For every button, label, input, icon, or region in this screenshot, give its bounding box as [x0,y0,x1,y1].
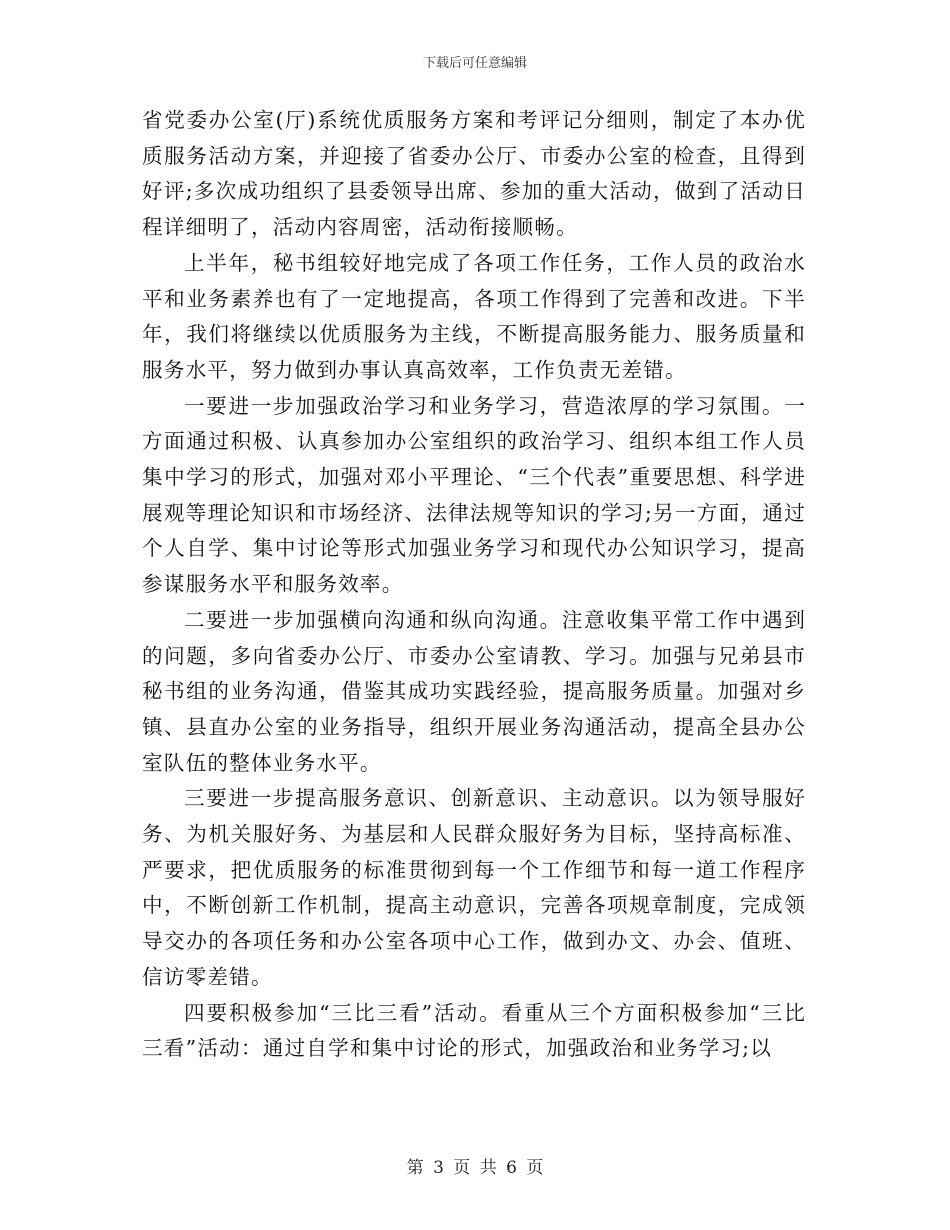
paragraph-half-year-summary: 上半年，秘书组较好地完成了各项工作任务，工作人员的政治水平和业务素养也有了一定地提高，各项工作得到了完善和改进。下半年，我们将继续以优质服务为主线，不断提高服务能力、服务质量和服务水平，努力做到办事认真高效率，工作负责无差错。 [142,250,806,382]
paragraph-point-two: 二要进一步加强横向沟通和纵向沟通。注意收集平常工作中遇到的问题，多向省委办公厅、市委办公室请教、学习。加强与兄弟县市秘书组的业务沟通，借鉴其成功实践经验，提高服务质量。加强对乡镇、县直办公室的业务指导，组织开展业务沟通活动，提高全县办公室队伍的整体业务水平。 [142,607,806,775]
paragraph-point-three: 三要进一步提高服务意识、创新意识、主动意识。以为领导服好务、为机关服好务、为基层和人民群众服好务为目标，坚持高标准、严要求，把优质服务的标准贯彻到每一个工作细节和每一道工作程序中，不断创新工作机制，提高主动意识，完善各项规章制度，完成领导交办的各项任务和办公室各项中心工作，做到办文、办会、值班、信访零差错。 [142,786,806,989]
page-header-note: 下载后可任意编辑 [422,56,527,71]
page-number: 第 3 页 共 6 页 [406,1158,544,1178]
paragraph-point-four: 四要积极参加“三比三看”活动。看重从三个方面积极参加“三比三看”活动：通过自学和集中讨论的形式，加强政治和业务学习;以 [142,1000,806,1061]
document-body [142,103,806,1067]
paragraph-continuation: 省党委办公室(厅)系统优质服务方案和考评记分细则，制定了本办优质服务活动方案，并迎接了省委办公厅、市委办公室的检查，且得到好评;多次成功组织了县委领导出席、参加的重大活动，做到了活动日程详细明了，活动内容周密，活动衔接顺畅。 [142,108,806,240]
paragraph-point-one: 一要进一步加强政治学习和业务学习，营造浓厚的学习氛围。一方面通过积极、认真参加办公室组织的政治学习、组织本组工作人员集中学习的形式，加强对邓小平理论、“三个代表”重要思想、科学进展观等理论知识和市场经济、法律法规等知识的学习;另一方面，通过个人自学、集中讨论等形式加强业务学习和现代办公知识学习，提高参谋服务水平和服务效率。 [142,393,806,597]
